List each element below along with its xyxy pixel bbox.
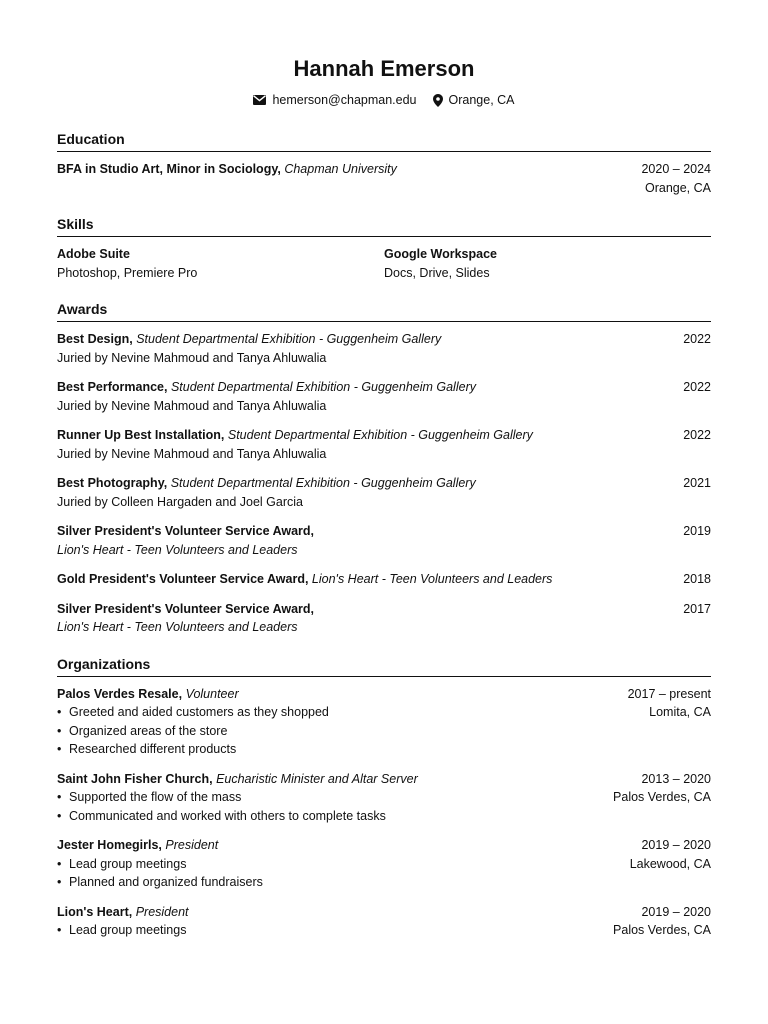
award-event: Student Departmental Exhibition - Guggenheim Gallery (170, 476, 476, 490)
org-name: Saint John Fisher Church, (57, 771, 213, 786)
award-year: 2017 (683, 601, 711, 616)
skill-name: Google Workspace (384, 247, 497, 261)
skill-detail: Photoshop, Premiere Pro (57, 265, 198, 280)
list-item: • Researched different products (57, 740, 616, 759)
location-pin-icon (433, 94, 443, 107)
section-title-education: Education (57, 130, 711, 152)
award-entry (57, 378, 711, 415)
award-year: 2021 (683, 476, 711, 490)
list-item: • Lead group meetings (57, 921, 601, 940)
education-location: Orange, CA (644, 180, 711, 195)
mail-icon (253, 95, 266, 105)
organization-entry (57, 685, 711, 759)
list-item: • Planned and organized fundraisers (57, 873, 618, 892)
award-note: Juried by Nevine Mahmoud and Tanya Ahluwalia (57, 398, 327, 413)
org-location: Lakewood, CA (629, 856, 711, 871)
org-dates: 2019 – 2020 (641, 838, 711, 852)
org-dates: 2013 – 2020 (641, 771, 711, 786)
org-location: Palos Verdes, CA (613, 790, 711, 804)
person-name: Hannah Emerson (293, 56, 475, 81)
list-item: • Communicated and worked with others to complete tasks (57, 807, 601, 826)
award-year: 2022 (683, 332, 711, 346)
org-bullets (57, 788, 601, 825)
award-title: Runner Up Best Installation, (57, 428, 225, 442)
org-location: Palos Verdes, CA (613, 923, 711, 937)
org-location: Lomita, CA (649, 705, 711, 719)
email-text: hemerson@chapman.edu (272, 93, 417, 107)
award-note: Juried by Colleen Hargaden and Joel Garcia (57, 494, 303, 509)
award-year: 2022 (683, 428, 711, 442)
org-role: President (135, 904, 189, 919)
org-name: Palos Verdes Resale, (57, 686, 183, 701)
contact-email[interactable] (253, 92, 416, 108)
list-item: • Greeted and aided customers as they shopped (57, 703, 616, 722)
award-title: Silver President's Volunteer Service Award, (57, 524, 315, 538)
organization-entry (57, 903, 711, 940)
contact-line (57, 92, 711, 108)
education-dates: 2020 – 2024 (641, 162, 711, 176)
award-year: 2019 (683, 524, 711, 538)
skill-item (57, 245, 384, 282)
section-title-awards: Awards (57, 300, 711, 322)
org-role: President (165, 838, 219, 852)
skill-detail: Docs, Drive, Slides (384, 265, 490, 280)
award-event: Lion's Heart - Teen Volunteers and Leaders (311, 572, 553, 586)
organizations-section (57, 655, 711, 940)
award-title: Best Performance, (57, 380, 168, 394)
org-dates: 2017 – present (627, 686, 711, 701)
education-section (57, 130, 711, 197)
org-name: Jester Homegirls, (57, 838, 162, 852)
section-title-organizations: Organizations (57, 655, 711, 677)
award-entry (57, 522, 711, 559)
skill-name: Adobe Suite (57, 247, 130, 261)
award-title: Gold President's Volunteer Service Award, (57, 572, 309, 586)
org-bullets (57, 703, 616, 759)
list-item: • Supported the flow of the mass (57, 788, 601, 807)
section-title-skills: Skills (57, 215, 711, 237)
organization-entry (57, 770, 711, 826)
degree: BFA in Studio Art, Minor in Sociology, (57, 162, 281, 176)
org-name: Lion's Heart, (57, 904, 133, 919)
school: Chapman University (284, 162, 397, 176)
org-role: Volunteer (185, 686, 239, 701)
education-entry (57, 160, 711, 197)
award-note: Juried by Nevine Mahmoud and Tanya Ahluwalia (57, 446, 327, 461)
list-item: • Organized areas of the store (57, 722, 616, 741)
award-entry (57, 330, 711, 367)
contact-location (433, 92, 515, 108)
award-entry (57, 426, 711, 463)
award-title: Silver President's Volunteer Service Award, (57, 601, 315, 616)
org-dates: 2019 – 2020 (641, 904, 711, 919)
list-item: • Lead group meetings (57, 855, 618, 874)
award-event: Student Departmental Exhibition - Guggenheim Gallery (136, 332, 442, 346)
org-bullets (57, 921, 601, 940)
award-year: 2022 (683, 380, 711, 394)
org-bullets (57, 855, 618, 892)
award-note: Juried by Nevine Mahmoud and Tanya Ahluwalia (57, 350, 327, 365)
award-entry (57, 474, 711, 511)
award-title: Best Design, (57, 332, 133, 346)
skills-list (57, 245, 711, 282)
organization-entry (57, 836, 711, 892)
award-year: 2018 (683, 572, 711, 586)
award-entry (57, 570, 711, 589)
award-event: Lion's Heart - Teen Volunteers and Leaders (57, 620, 298, 634)
award-entry (57, 600, 711, 637)
resume-header (57, 0, 711, 108)
award-event: Lion's Heart - Teen Volunteers and Leaders (57, 542, 298, 557)
skills-section (57, 215, 711, 282)
award-event: Student Departmental Exhibition - Guggenheim Gallery (227, 428, 533, 442)
location-text: Orange, CA (448, 93, 515, 107)
skill-item (384, 245, 711, 282)
award-event: Student Departmental Exhibition - Guggenheim Gallery (170, 380, 476, 394)
awards-section (57, 300, 711, 637)
award-title: Best Photography, (57, 476, 168, 490)
org-role: Eucharistic Minister and Altar Server (216, 771, 418, 786)
